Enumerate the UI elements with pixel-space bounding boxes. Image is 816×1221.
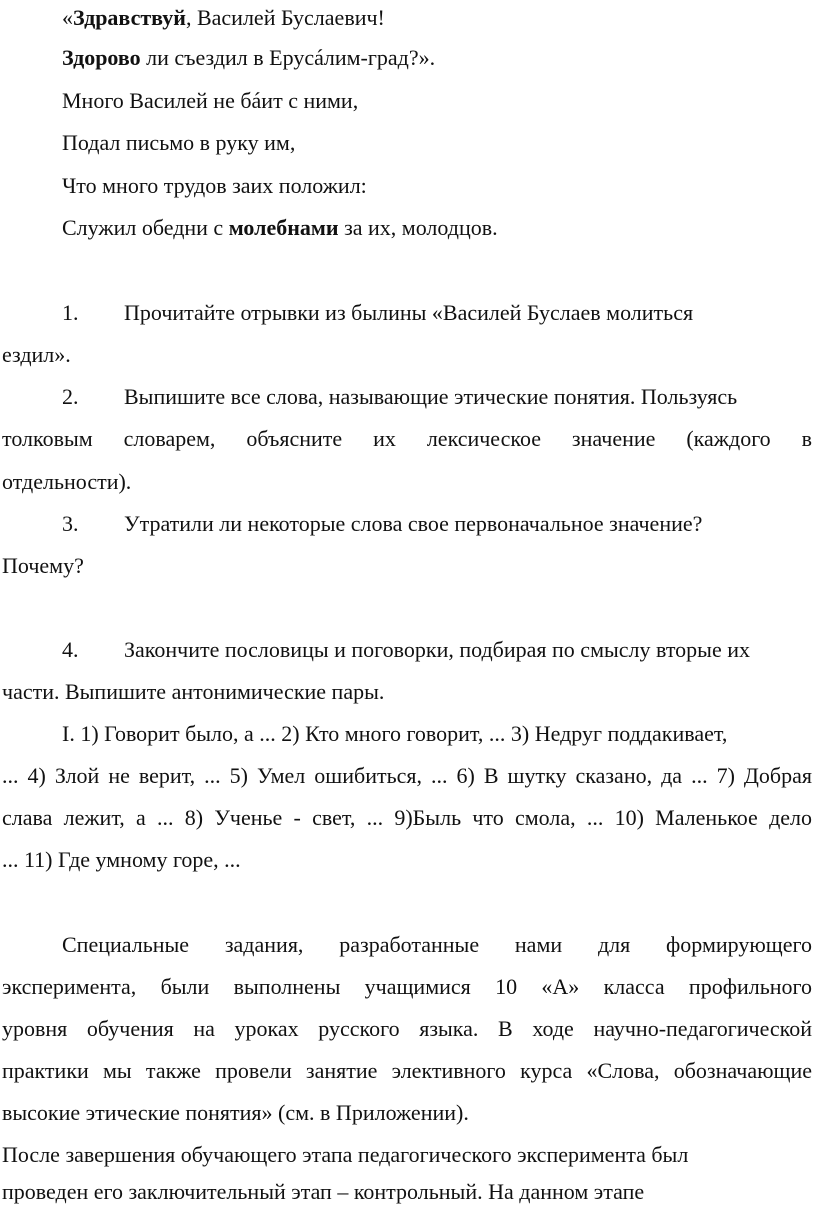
poem-line-5: Что много трудов заих положил: [62, 173, 367, 198]
task-1-line-2: ездил». [2, 342, 71, 367]
after-paragraph-line-2: проведен его заключительный этап – контрольный. На данном этапе [2, 1179, 645, 1204]
poem-text: ли съездил в Ерусáлим-град?». [140, 45, 436, 70]
bold-word: молебнами [228, 215, 339, 240]
open-quote: « [62, 5, 73, 30]
proverbs-line-2: ... 4) Злой не верит, ... 5) Умел ошибиться, ... 6) В шутку сказано, да ... 7) Добрая [2, 763, 812, 788]
paragraph-line-5: высокие этические понятия» (см. в Приложении). [2, 1100, 469, 1125]
proverbs-line-4: ... 11) Где умному горе, ... [2, 847, 241, 872]
task-2-line-1 [62, 383, 812, 411]
poem-line-4: Подал письмо в руку им, [62, 130, 296, 155]
task-1-line-1 [62, 299, 812, 327]
task-number: 2. [62, 384, 79, 409]
task-3-line-2: Почему? [2, 553, 84, 578]
paragraph-line-3: уровня обучения на уроках русского языка. В ходе научно-педагогической [2, 1016, 812, 1041]
poem-line-2 [62, 44, 435, 72]
task-4-line-1 [62, 636, 812, 664]
paragraph-line-1: Специальные задания, разработанные нами для формирующего [62, 932, 812, 957]
task-text: Выпишите все слова, называющие этические понятия. Пользуясь [124, 384, 738, 409]
paragraph-line-4: практики мы также провели занятие элективного курса «Слова, обозначающие [2, 1058, 812, 1083]
task-number: 3. [62, 511, 79, 536]
task-3-line-1 [62, 510, 812, 538]
task-4-line-2: части. Выпишите антонимические пары. [2, 679, 385, 704]
poem-text: , Василей Буслаевич! [185, 5, 385, 30]
task-text: Утратили ли некоторые слова свое первоначальное значение? [124, 511, 703, 536]
task-number: 4. [62, 637, 79, 662]
poem-text: Служил обедни с [62, 215, 229, 240]
poem-line-1 [62, 4, 385, 32]
task-text: Прочитайте отрывки из былины «Василей Буслаев молиться [124, 300, 694, 325]
task-number: 1. [62, 300, 79, 325]
bold-word: Здравствуй [73, 5, 186, 30]
task-2-line-2: толковым словарем, объясните их лексическое значение (каждого в [2, 426, 812, 451]
task-2-line-3: отдельности). [2, 469, 132, 494]
poem-line-3: Много Василей не бáит с ними, [62, 88, 359, 113]
poem-text: за их, молодцов. [338, 215, 498, 240]
paragraph-line-2: эксперимента, были выполнены учащимися 10 «А» класса профильного [2, 974, 812, 999]
bold-word: Здорово [62, 45, 141, 70]
poem-line-6 [62, 214, 498, 242]
proverbs-line-1: I. 1) Говорит было, а ... 2) Кто много говорит, ... 3) Недруг поддакивает, [62, 721, 728, 746]
after-paragraph-line-1: После завершения обучающего этапа педагогического эксперимента был [2, 1142, 689, 1167]
task-text: Закончите пословицы и поговорки, подбирая по смыслу вторые их [124, 637, 751, 662]
proverbs-line-3: слава лежит, а ... 8) Ученье - свет, ... 9)Быль что смола, ... 10) Маленькое дело [2, 805, 812, 830]
